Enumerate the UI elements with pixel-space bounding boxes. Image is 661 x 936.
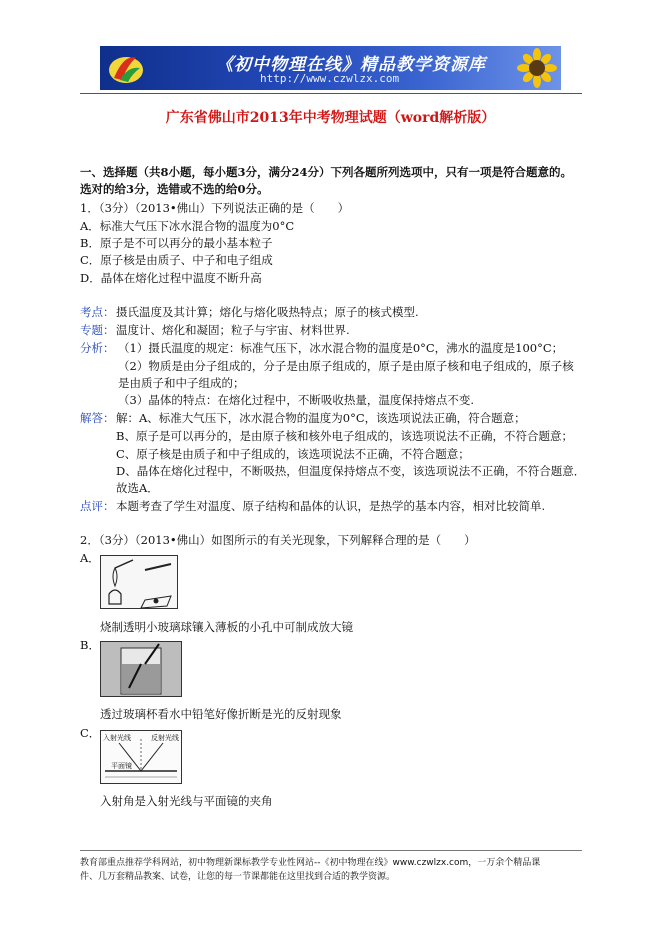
footer-divider	[80, 850, 582, 851]
footer-line2: 件、几万套精品教案、试卷，让您的每一节课都能在这里找到合适的教学资源。	[80, 872, 396, 882]
q1-jieda-1: 解：A、标准大气压下，冰水混合物的温度为0°C，该选项说法正确，符合题意；	[116, 411, 526, 425]
banner-title: 《初中物理在线》精品教学资源库	[216, 55, 486, 75]
q2-option-b-caption: 透过玻璃杯看水中铅笔好像折断是光的反射现象	[100, 707, 342, 721]
q2-option-a-caption: 烧制透明小玻璃球镶入薄板的小孔中可制成放大镜	[100, 620, 353, 634]
q1-fenxi-1: （1）摄氏温度的规定：标准气压下，冰水混合物的温度是0°C，沸水的温度是100°C；	[118, 341, 564, 355]
footer-line1: 教育部重点推荐学科网站，初中物理新课标教学专业性网站--《初中物理在线》www.czwlzx.com，一万余个精品课	[80, 858, 541, 868]
alcohol-lamp-glass-figure	[101, 556, 177, 608]
document-title: 广东省佛山市2013年中考物理试题（word解析版）	[165, 110, 496, 126]
q1-option-d: D．晶体在熔化过程中温度不断升高	[80, 271, 262, 285]
q2-option-a-letter: A．	[80, 551, 100, 565]
sunflower-icon	[517, 48, 557, 88]
q1-fenxi-2: （2）物质是由分子组成的，分子是由原子组成的，原子是由原子核和电子组成的，原子核	[118, 359, 574, 373]
figure-c-label-reflected: 反射光线	[151, 734, 179, 742]
q2-option-c-letter: C．	[80, 726, 101, 740]
header-banner	[100, 46, 561, 90]
section-heading-line1: 一、选择题（共8小题，每小题3分，满分24分）下列各题所列选项中，只有一项是符合题意的。	[80, 165, 573, 179]
q1-zhuanti-label: 专题：	[80, 323, 115, 337]
q1-fenxi-3: 是由质子和中子组成的；	[118, 376, 245, 390]
q1-dianping: 本题考查了学生对温度、原子结构和晶体的认识，是热学的基本内容，相对比较简单.	[116, 499, 546, 513]
section-heading-line2: 选对的给3分，选错或不选的给0分。	[80, 182, 269, 196]
site-logo-icon	[106, 50, 146, 86]
q1-option-c: C．原子核是由质子、中子和电子组成	[80, 253, 273, 267]
q1-jieda-4: D、晶体在熔化过程中，不断吸热，但温度保持熔点不变，该选项说法不正确，不符合题意．	[116, 464, 586, 478]
q2-figure-c	[100, 730, 182, 784]
q2-option-c-caption: 入射角是入射光线与平面镜的夹角	[100, 794, 273, 808]
q1-jieda-3: C、原子核是由质子和中子组成的，该选项说法不正确，不符合题意；	[116, 447, 470, 461]
q2-option-b-letter: B．	[80, 638, 100, 652]
figure-c-label-mirror: 平面镜	[111, 762, 132, 770]
q2-figure-b	[100, 641, 182, 697]
q1-kaodian-label: 考点：	[80, 305, 115, 319]
q1-fenxi-label: 分析：	[80, 341, 115, 355]
pencil-in-water-figure	[101, 642, 181, 696]
figure-c-label-incident: 入射光线	[103, 734, 131, 742]
q1-stem: 1．（3分）（2013•佛山）下列说法正确的是（ ）	[80, 201, 350, 215]
q2-figure-a	[100, 555, 178, 609]
q1-jieda-2: B、原子是可以再分的，是由原子核和核外电子组成的，该选项说法不正确，不符合题意；	[116, 429, 573, 443]
q1-kaodian: 摄氏温度及其计算；熔化与熔化吸热特点；原子的核式模型.	[116, 305, 419, 319]
q1-fenxi-4: （3）晶体的特点：在熔化过程中，不断吸收热量，温度保持熔点不变.	[118, 393, 474, 407]
header-divider	[80, 93, 582, 94]
q1-jieda-label: 解答：	[80, 411, 115, 425]
q1-jieda-5: 故选A．	[116, 481, 159, 495]
banner-url: http://www.czwlzx.com	[260, 72, 400, 85]
q2-stem: 2．（3分）（2013•佛山）如图所示的有关光现象，下列解释合理的是（ ）	[80, 533, 476, 547]
q1-option-b: B．原子是不可以再分的最小基本粒子	[80, 236, 273, 250]
q1-option-a: A．标准大气压下冰水混合物的温度为0°C	[80, 219, 295, 233]
q1-dianping-label: 点评：	[80, 499, 115, 513]
q1-zhuanti: 温度计、熔化和凝固；粒子与宇宙、材料世界.	[116, 323, 350, 337]
